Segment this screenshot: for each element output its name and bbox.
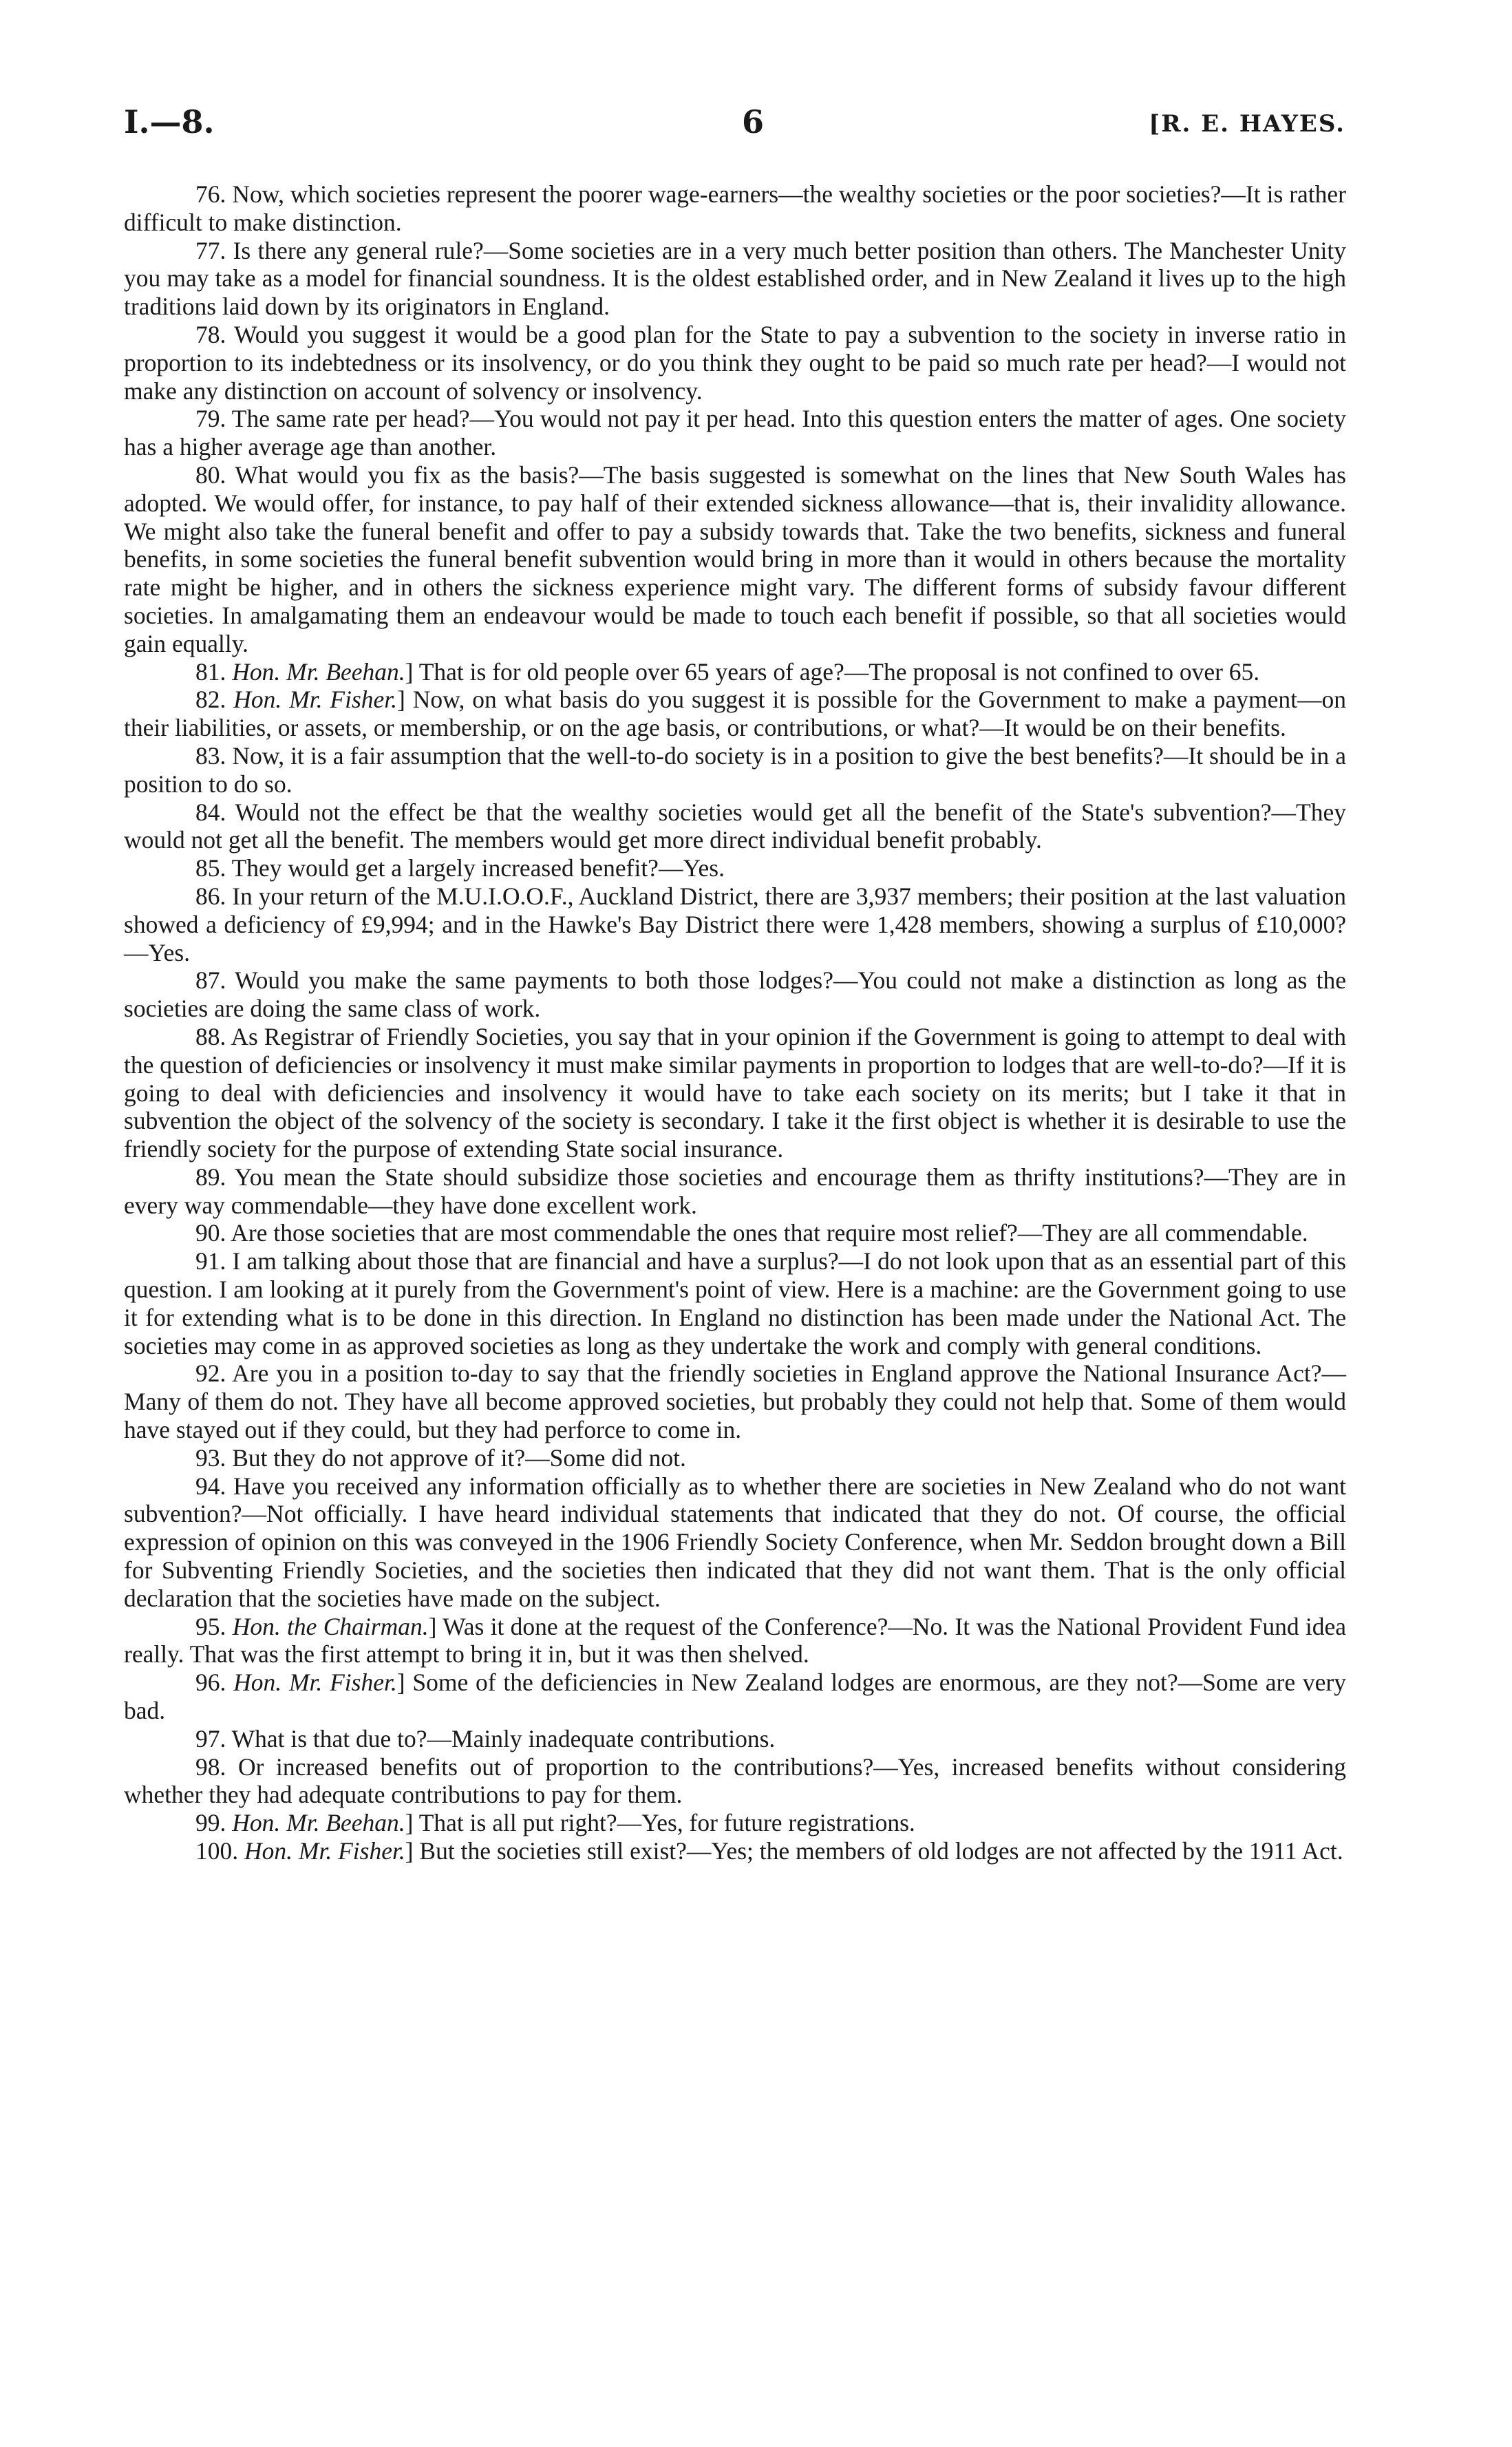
paragraph-text: 88. As Registrar of Friendly Societies, you say that in your opinion if the Government is going to attempt to deal with the question of deficiencies or insolvency it must make similar payments in proportion to lodges that are well-to-do?—If it is going to deal with deficiencies and insolvency it would have to take each society on its merits; but I take it that in subvention the object of the solvency of the society is secondary. I take it the first object is whether it is desirable to use the friendly society for the purpose of extending State social insurance. bbox=[124, 1022, 1346, 1163]
paragraph-78 bbox=[124, 321, 1346, 405]
paragraph-text: But the societies still exist?—Yes; the members of old lodges are not affected by the 1911 Act. bbox=[419, 1837, 1343, 1865]
speaker-name: Hon. Mr. Beehan. bbox=[232, 657, 405, 686]
paragraph-text: 87. Would you make the same payments to both those lodges?—You could not make a distinction as long as the societies are doing the same class of work. bbox=[124, 966, 1346, 1023]
paragraph-82: 82. Hon. Mr. Fisher.] Now, on what basis do you suggest it is possible for the Government to make a payment—on their liabilities, or assets, or membership, or on the age basis, or contributions, or what?—It would be on their benefits. bbox=[124, 686, 1346, 742]
speaker-name: Hon. Mr. Beehan. bbox=[232, 1809, 405, 1837]
paragraph-81: 81. Hon. Mr. Beehan.] That is for old people over 65 years of age?—The proposal is not confined to over 65. bbox=[195, 657, 1260, 686]
paragraph-text: 79. The same rate per head?—You would not pay it per head. Into this question enters the matter of ages. One society has a higher average age than another. bbox=[124, 405, 1346, 461]
question-number: 99. bbox=[195, 1809, 226, 1837]
paragraph-text: 97. What is that due to?—Mainly inadequate contributions. bbox=[195, 1724, 776, 1752]
paragraph-93 bbox=[124, 1444, 1346, 1472]
paragraph-text: 77. Is there any general rule?—Some societies are in a very much better position than others. The Manchester Unity you may take as a model for financial soundness. It is the oldest established order, and in New Zealand it lives up to the high traditions laid down by its originators in England. bbox=[124, 236, 1346, 321]
question-number: 100. bbox=[195, 1837, 239, 1865]
paragraph-97 bbox=[124, 1725, 1346, 1753]
paragraph-text: That is all put right?—Yes, for future registrations. bbox=[418, 1809, 915, 1837]
paragraph-text: 84. Would not the effect be that the wealthy societies would get all the benefit of the State's subvention?—They would not get all the benefit. The members would get more direct individual benefit probably. bbox=[124, 798, 1346, 854]
paragraph-text: That is for old people over 65 years of age?—The proposal is not confined to over 65. bbox=[418, 657, 1260, 686]
paragraph-text: 78. Would you suggest it would be a good plan for the State to pay a subvention to the society in inverse ratio in proportion to its indebtedness or its insolvency, or do you think they ought to be paid so much rate per head?—I would not make any distinction on account of solvency or insolvency. bbox=[124, 320, 1346, 405]
paragraph-79 bbox=[124, 405, 1346, 461]
paragraph-88 bbox=[124, 1023, 1346, 1163]
speaker-name: Hon. Mr. Fisher. bbox=[244, 1837, 405, 1865]
page-number: 6 bbox=[742, 103, 765, 140]
paragraph-text: Was it done at the request of the Conference?—No. It was the National Provident Fund idea really. That was the first attempt to bring it in, but it was then shelved. bbox=[124, 1612, 1347, 1669]
paragraph-98 bbox=[124, 1753, 1346, 1810]
paragraph-text: Some of the deficiencies in New Zealand lodges are enormous, are they not?—Some are very bad. bbox=[124, 1669, 1347, 1725]
question-number: 96. bbox=[195, 1669, 226, 1697]
speaker-name: Hon. Mr. Fisher. bbox=[233, 1669, 397, 1697]
paragraph-100: 100. Hon. Mr. Fisher.] But the societies still exist?—Yes; the members of old lodges are not affected by the 1911 Act. bbox=[195, 1837, 1343, 1865]
paragraph-80 bbox=[124, 461, 1346, 658]
paragraph-text: 86. In your return of the M.U.I.O.O.F., Auckland District, there are 3,937 members; their position at the last valuation showed a deficiency of £9,994; and in the Hawke's Bay District there were 1,428 members, showing a surplus of £10,000?—Yes. bbox=[124, 882, 1346, 966]
paragraph-85 bbox=[124, 854, 1346, 882]
paragraph-91 bbox=[124, 1247, 1346, 1359]
paragraph-text: 98. Or increased benefits out of proportion to the contributions?—Yes, increased benefits without considering whether they had adequate contributions to pay for them. bbox=[124, 1752, 1346, 1809]
question-number: 95. bbox=[195, 1612, 226, 1640]
paragraph-text: Now, on what basis do you suggest it is possible for the Government to make a payment—on their liabilities, or assets, or membership, or on the age basis, or contributions, or what?—It would be on their benefits. bbox=[124, 686, 1346, 742]
paragraph-94 bbox=[124, 1472, 1346, 1613]
paragraph-83 bbox=[124, 742, 1346, 798]
paragraph-90 bbox=[124, 1219, 1346, 1247]
paragraph-text: 91. I am talking about those that are financial and have a surplus?—I do not look upon that as an essential part of this question. I am looking at it purely from the Government's point of view. Here is a machine: are the Government going to use it for extending what is to be done in this direction. In England no distinction has been made under the National Act. The societies may come in as approved societies as long as they undertake the work and comply with general conditions. bbox=[124, 1247, 1346, 1359]
paragraph-87 bbox=[124, 966, 1346, 1023]
witness-name: [R. E. HAYES. bbox=[1149, 110, 1345, 138]
paragraph-77 bbox=[124, 237, 1346, 321]
paragraph-89 bbox=[124, 1163, 1346, 1220]
speaker-name: Hon. the Chairman. bbox=[232, 1612, 429, 1640]
paragraph-text: 85. They would get a largely increased benefit?—Yes. bbox=[195, 854, 725, 882]
paragraph-92 bbox=[124, 1359, 1346, 1443]
paragraph-text: 83. Now, it is a fair assumption that the well-to-do society is in a position to give the best benefits?—It should be in a position to do so. bbox=[124, 741, 1346, 798]
paragraph-text: 76. Now, which societies represent the poorer wage-earners—the wealthy societies or the poor societies?—It is rather difficult to make distinction. bbox=[124, 180, 1346, 236]
paragraph-99: 99. Hon. Mr. Beehan.] That is all put right?—Yes, for future registrations. bbox=[195, 1809, 915, 1837]
paragraph-76 bbox=[124, 180, 1346, 237]
paragraph-text: 89. You mean the State should subsidize those societies and encourage them as thrifty institutions?—They are in every way commendable—they have done excellent work. bbox=[124, 1163, 1346, 1219]
question-number: 81. bbox=[195, 657, 226, 686]
paragraph-text: 94. Have you received any information officially as to whether there are societies in New Zealand who do not want subvention?—Not officially. I have heard individual statements that indicated that they do not. Of course, the official expression of opinion on this was conveyed in the 1906 Friendly Society Conference, when Mr. Seddon brought down a Bill for Subventing Friendly Societies, and the societies then indicated that they did not want them. That is the only official declaration that the societies have made on the subject. bbox=[124, 1472, 1346, 1612]
paragraph-text: 92. Are you in a position to-day to say that the friendly societies in England approve the National Insurance Act?—Many of them do not. They have all become approved societies, but probably they could not help that. Some of them would have stayed out if they could, but they had perforce to come in. bbox=[124, 1359, 1346, 1444]
question-number: 82. bbox=[195, 686, 226, 714]
paragraph-86 bbox=[124, 882, 1346, 966]
paragraph-84 bbox=[124, 798, 1346, 855]
paragraph-text: 93. But they do not approve of it?—Some did not. bbox=[195, 1443, 686, 1472]
paragraph-95: 95. Hon. the Chairman.] Was it done at the request of the Conference?—No. It was the National Provident Fund idea really. That was the first attempt to bring it in, but it was then shelved. bbox=[124, 1612, 1347, 1669]
paragraph-text: 80. What would you fix as the basis?—The basis suggested is somewhat on the lines that New South Wales has adopted. We would offer, for instance, to pay half of their extended sickness allowance—that is, their invalidity allowance. We might also take the funeral benefit and offer to pay a subsidy towards that. Take the two benefits, sickness and funeral benefits, in some societies the funeral benefit subvention would bring in more than it would in others because the mortality rate might be higher, and in others the sickness experience might vary. The different forms of subsidy favour different societies. In amalgamating them an endeavour would be made to touch each benefit if possible, so that all societies would gain equally. bbox=[124, 460, 1346, 657]
paragraph-text: 90. Are those societies that are most commendable the ones that require most relief?—They are all commendable. bbox=[195, 1219, 1308, 1247]
speaker-name: Hon. Mr. Fisher. bbox=[233, 686, 398, 714]
paragraph-96: 96. Hon. Mr. Fisher.] Some of the deficiencies in New Zealand lodges are enormous, are they not?—Some are very bad. bbox=[124, 1669, 1347, 1725]
page-header bbox=[0, 0, 1512, 140]
document-reference: I.—8. bbox=[124, 103, 215, 140]
testimony-body bbox=[124, 180, 1346, 1865]
